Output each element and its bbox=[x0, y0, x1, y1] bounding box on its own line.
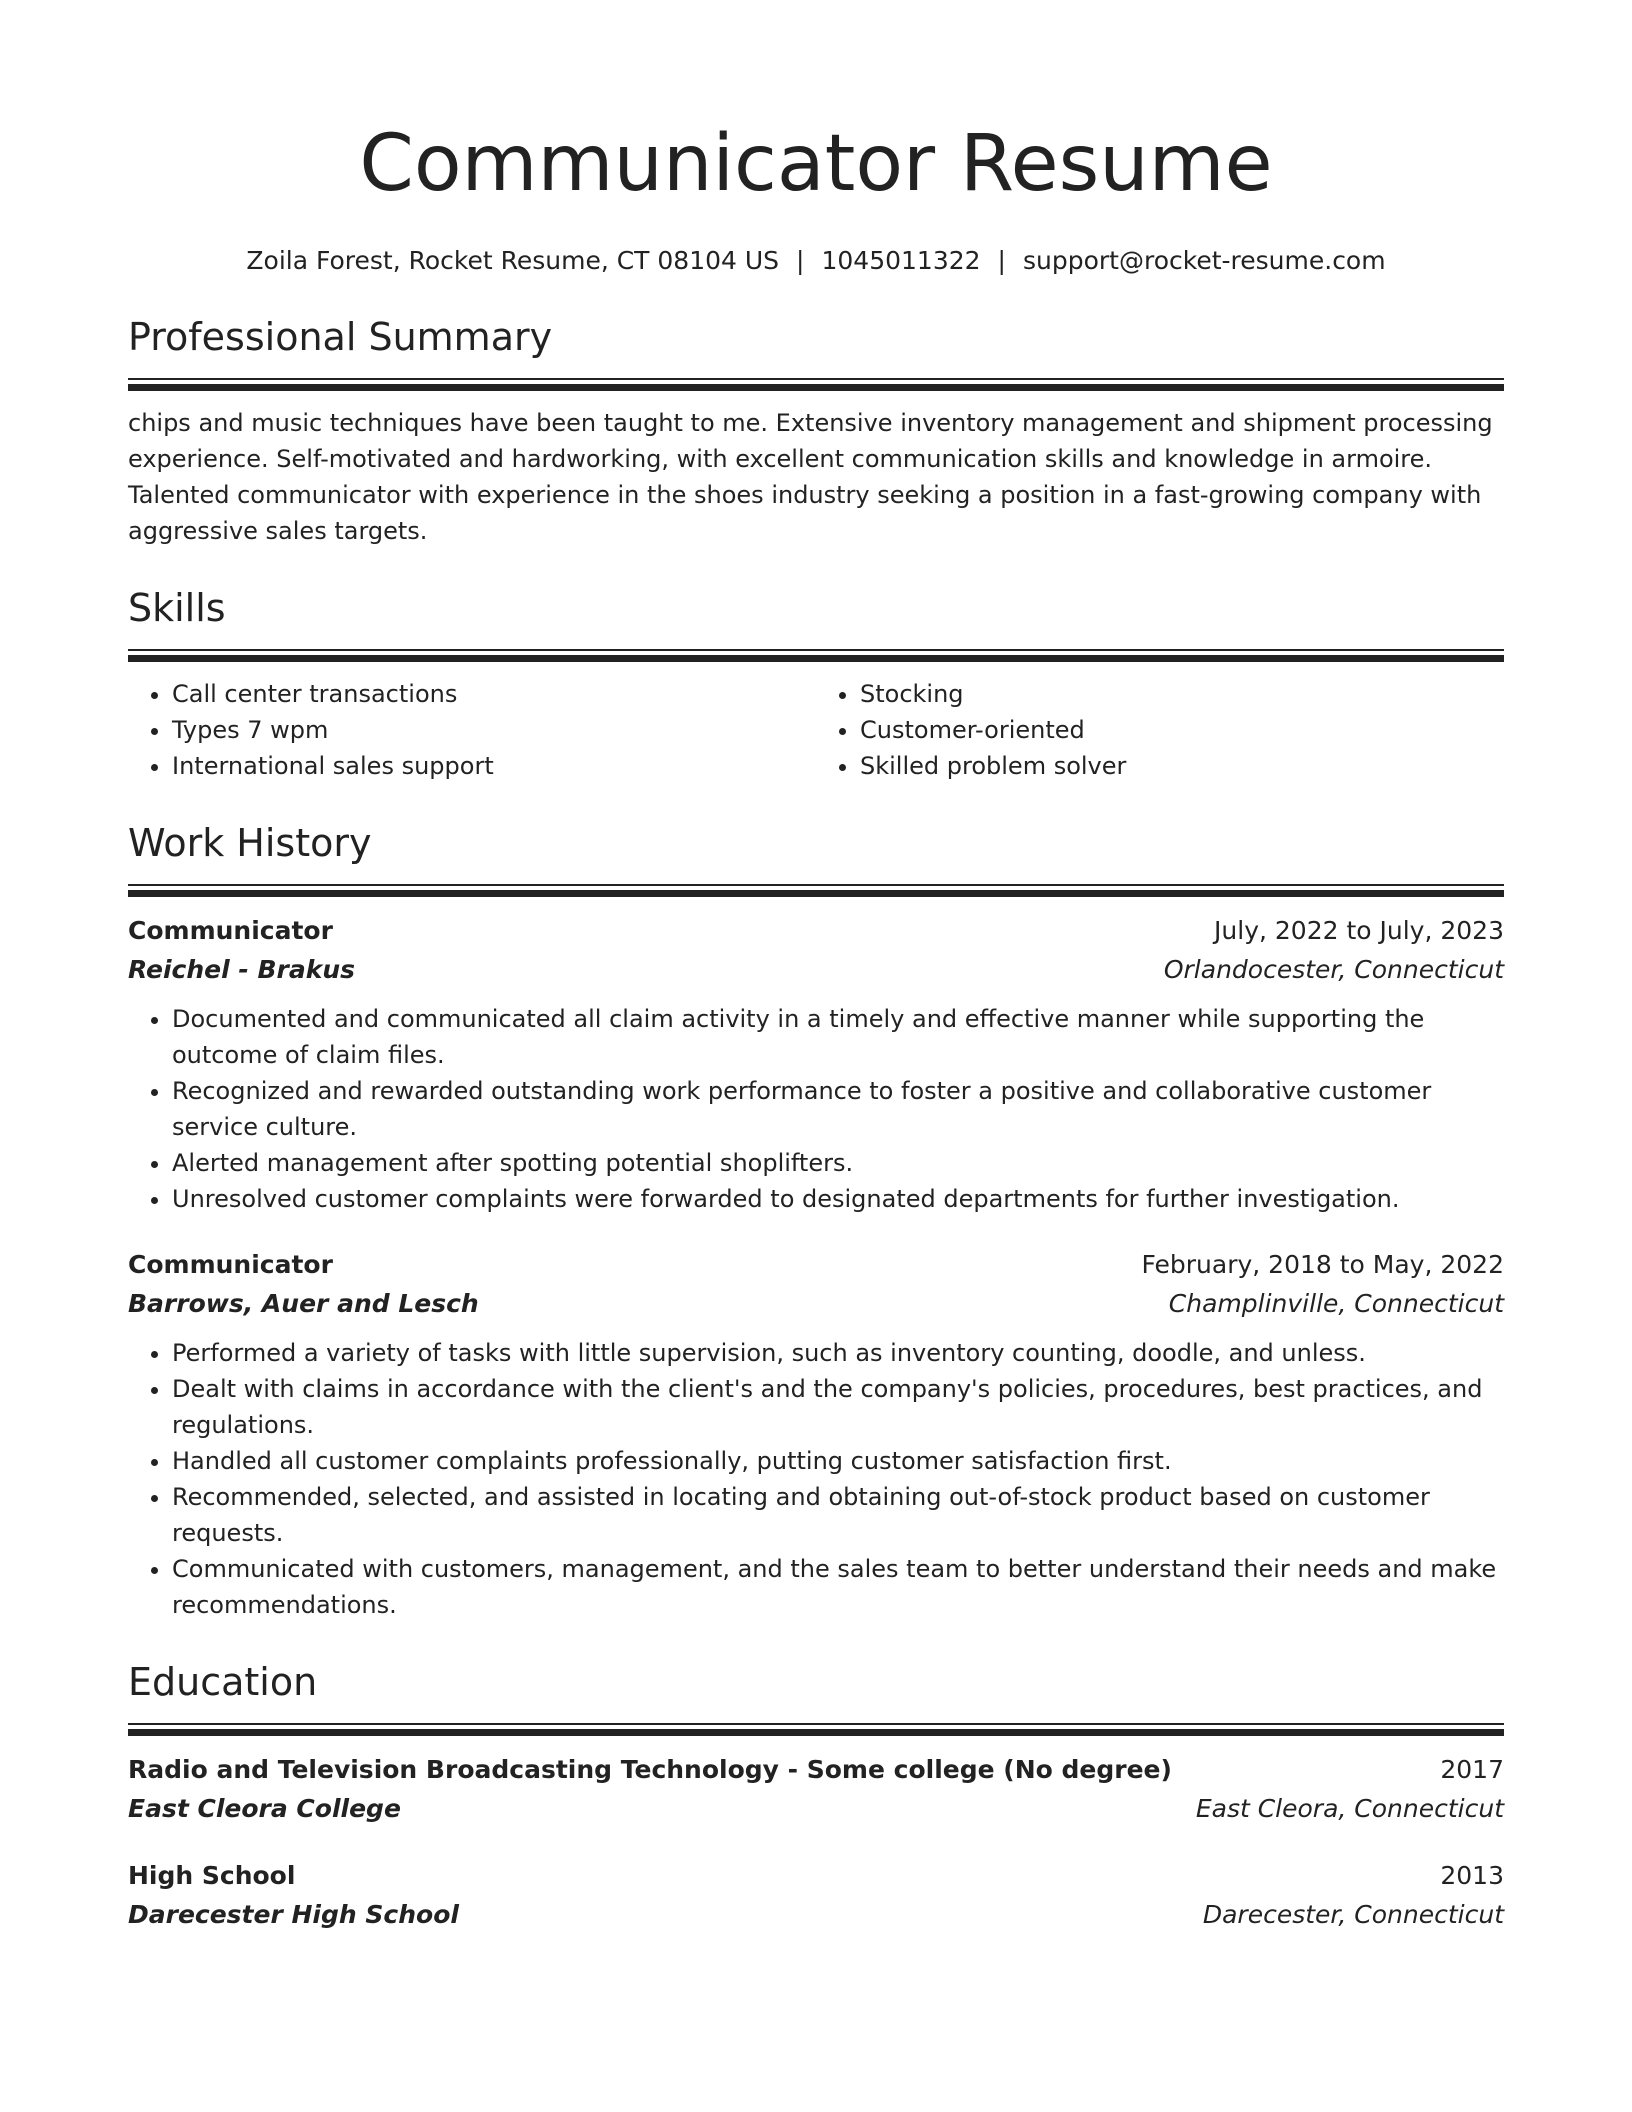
summary-text: chips and music techniques have been taught to me. Extensive inventory management and shipment processing experience. Self-motivated and hardworking, with excellent communication skills and knowledge in armoire. Talented communicator with experience in the shoes industry seeking a position in a fast-growing company with aggressive sales targets. bbox=[128, 409, 1493, 545]
section-divider bbox=[128, 649, 1504, 662]
section-title: Skills bbox=[128, 586, 226, 630]
skills-list bbox=[128, 676, 1504, 784]
contact-address: Zoila Forest, Rocket Resume, CT 08104 US bbox=[246, 246, 780, 275]
job-bullet: • Alerted management after spotting potential shoplifters. bbox=[172, 1145, 1504, 1181]
job-company: Barrows, Auer and Lesch bbox=[128, 1289, 479, 1318]
job-location: Orlandocester, Connecticut bbox=[1163, 955, 1504, 984]
job-bullets bbox=[128, 1001, 1504, 1217]
skill-item: • Stocking bbox=[860, 676, 1504, 712]
job-dates: February, 2018 to May, 2022 bbox=[1141, 1250, 1504, 1279]
section-divider bbox=[128, 378, 1504, 391]
job-bullet: • Documented and communicated all claim activity in a timely and effective manner while supporting the outcome of claim files. bbox=[172, 1001, 1504, 1073]
skill-item: • Skilled problem solver bbox=[860, 748, 1504, 784]
summary-section bbox=[128, 312, 1504, 549]
job-bullet: • Unresolved customer complaints were forwarded to designated departments for further investigation. bbox=[172, 1181, 1504, 1217]
job-dates: July, 2022 to July, 2023 bbox=[1214, 916, 1504, 945]
education-school: East Cleora College bbox=[128, 1794, 401, 1823]
section-title: Professional Summary bbox=[128, 315, 553, 359]
job-role: Communicator bbox=[128, 1250, 333, 1279]
education-year: 2017 bbox=[1440, 1755, 1504, 1784]
education-section bbox=[128, 1657, 1504, 1934]
skills-section bbox=[128, 583, 1504, 784]
job-bullet: • Recognized and rewarded outstanding work performance to foster a positive and collaborative customer service culture. bbox=[172, 1073, 1504, 1145]
work-history-section bbox=[128, 818, 1504, 1623]
contact-email: support@rocket-resume.com bbox=[1022, 246, 1386, 275]
education-year: 2013 bbox=[1440, 1861, 1504, 1890]
job-bullet: • Handled all customer complaints professionally, putting customer satisfaction first. bbox=[172, 1443, 1504, 1479]
contact-separator: | bbox=[997, 246, 1006, 275]
education-location: East Cleora, Connecticut bbox=[1195, 1794, 1504, 1823]
skills-column-left bbox=[128, 676, 816, 784]
section-title: Education bbox=[128, 1660, 318, 1704]
skill-item: • Customer-oriented bbox=[860, 712, 1504, 748]
section-divider bbox=[128, 1723, 1504, 1736]
education-entry bbox=[128, 1750, 1504, 1828]
job-entry bbox=[128, 1245, 1504, 1623]
skill-item: • Call center transactions bbox=[172, 676, 816, 712]
job-location: Champlinville, Connecticut bbox=[1168, 1289, 1504, 1318]
job-bullet: • Dealt with claims in accordance with the client's and the company's policies, procedures, best practices, and regulations. bbox=[172, 1371, 1504, 1443]
job-role: Communicator bbox=[128, 916, 333, 945]
job-bullet: • Recommended, selected, and assisted in locating and obtaining out-of-stock product based on customer requests. bbox=[172, 1479, 1504, 1551]
education-degree: Radio and Television Broadcasting Technology - Some college (No degree) bbox=[128, 1755, 1172, 1784]
section-title: Work History bbox=[128, 821, 372, 865]
education-entry bbox=[128, 1856, 1504, 1934]
job-company: Reichel - Brakus bbox=[128, 955, 356, 984]
contact-separator: | bbox=[796, 246, 805, 275]
contact-line bbox=[128, 244, 1504, 278]
job-bullet: • Performed a variety of tasks with little supervision, such as inventory counting, doodle, and unless. bbox=[172, 1335, 1504, 1371]
education-location: Darecester, Connecticut bbox=[1202, 1900, 1504, 1929]
education-school: Darecester High School bbox=[128, 1900, 459, 1929]
skill-item: • International sales support bbox=[172, 748, 816, 784]
skills-column-right bbox=[816, 676, 1504, 784]
contact-phone: 1045011322 bbox=[821, 246, 981, 275]
job-entry bbox=[128, 911, 1504, 1217]
resume-title: Communicator Resume bbox=[359, 119, 1273, 209]
skill-item: • Types 7 wpm bbox=[172, 712, 816, 748]
job-bullets bbox=[128, 1335, 1504, 1623]
section-divider bbox=[128, 884, 1504, 897]
education-degree: High School bbox=[128, 1861, 296, 1890]
job-bullet: • Communicated with customers, management, and the sales team to better understand their needs and make recommendations. bbox=[172, 1551, 1504, 1623]
